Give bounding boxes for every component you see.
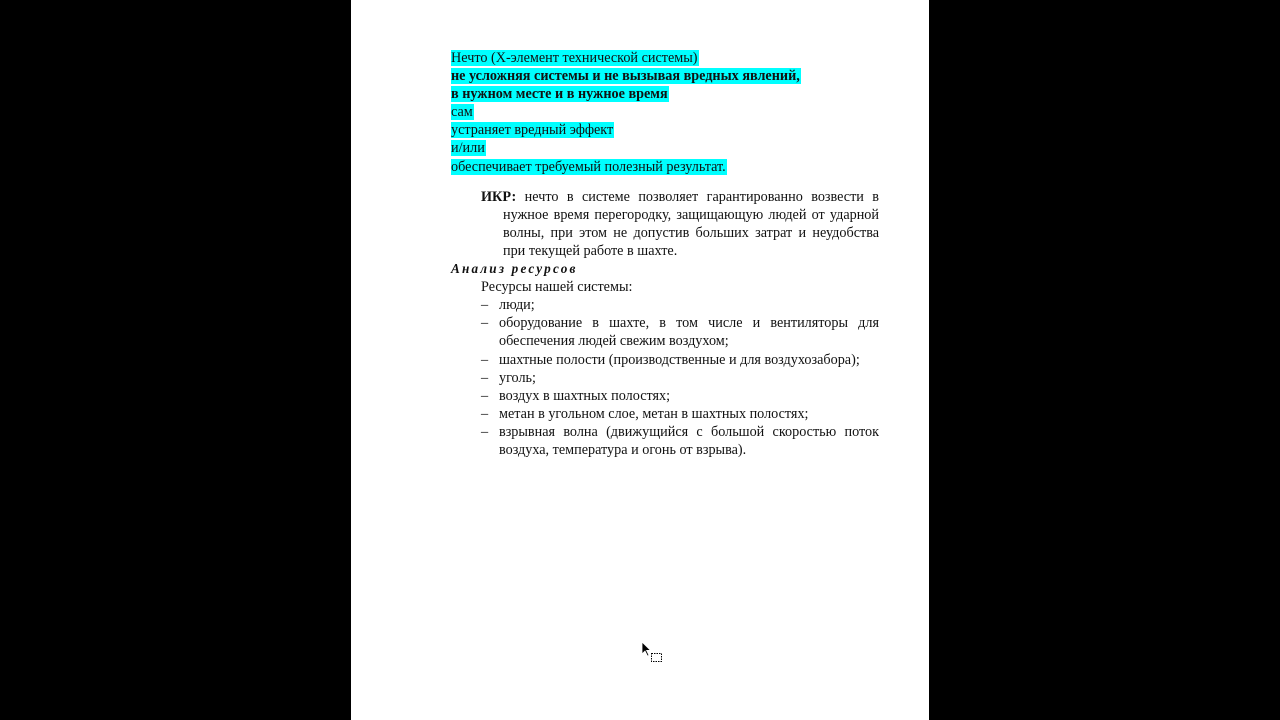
list-item: – воздух в шахтных полостях; <box>481 387 671 404</box>
dash-bullet: – <box>481 369 489 386</box>
list-item: – уголь; <box>481 369 536 386</box>
resources-intro: Ресурсы нашей системы: <box>481 279 633 296</box>
list-item: – шахтные полости (производственные и для воздухозабора); <box>481 351 860 368</box>
definition-line: в нужном месте и в нужное время <box>451 86 668 103</box>
list-item: – метан в угольном слое, метан в шахтных полостях; <box>481 405 809 422</box>
ikr-label: ИКР: <box>481 188 517 205</box>
list-item: – оборудование в шахте, в том числе и вентиляторы для обеспечения людей свежим воздухом; <box>481 315 879 350</box>
ikr-paragraph <box>481 188 879 260</box>
dash-bullet: – <box>481 351 489 368</box>
definition-line: обеспечивает требуемый полезный результат. <box>451 158 726 175</box>
definition-line: не усложняя системы и не вызывая вредных явлений, <box>451 68 800 85</box>
dash-bullet: – <box>481 297 489 314</box>
document-page <box>351 0 929 720</box>
list-item: – взрывная волна (движущийся с большой скоростью поток воздуха, температура и огонь от взрыва). <box>481 423 879 458</box>
definition-line: сам <box>451 104 473 121</box>
ikr-text: нечто в системе позволяет гарантированно возвести в нужное время перегородку, защищающую людей от ударной волны, при этом не допустив больших затрат и неудобства при текущей работе в шахте. <box>503 188 879 259</box>
dash-bullet: – <box>481 405 489 422</box>
dash-bullet: – <box>481 423 489 440</box>
definition-line: Нечто (Х-элемент технической системы) <box>451 50 698 66</box>
dash-bullet: – <box>481 387 489 404</box>
document-body[interactable] <box>451 49 879 459</box>
definition-line: и/или <box>451 140 485 157</box>
dash-bullet: – <box>481 315 489 332</box>
mouse-pointer-icon <box>641 641 665 665</box>
spacer <box>451 176 879 188</box>
list-item: – люди; <box>481 297 535 314</box>
ideal-definition-block <box>451 49 879 176</box>
section-title: Анализ ресурсов <box>451 261 578 277</box>
definition-line: устраняет вредный эффект <box>451 122 614 139</box>
resources-list <box>451 296 879 459</box>
